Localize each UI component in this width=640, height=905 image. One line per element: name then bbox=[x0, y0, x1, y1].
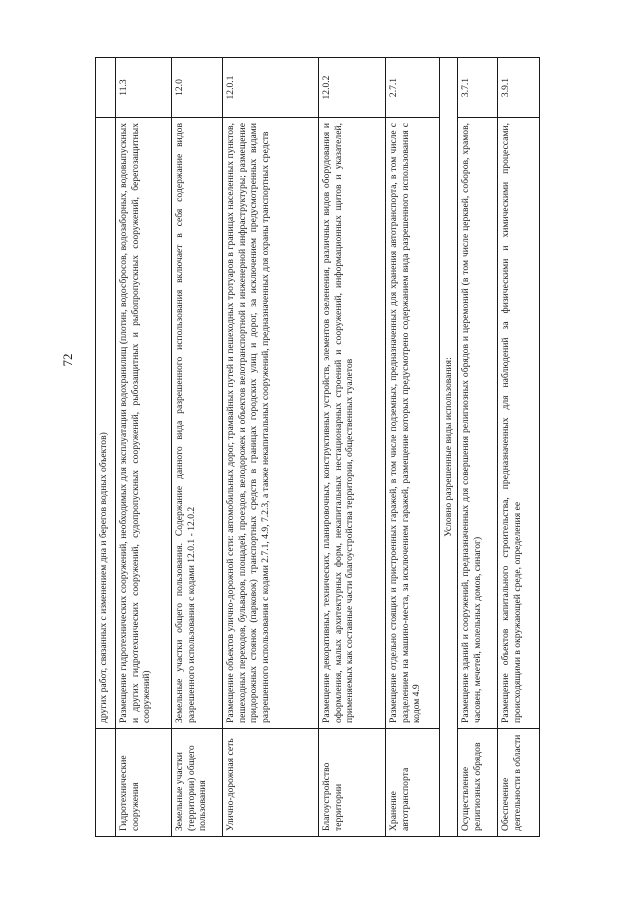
table-row bbox=[96, 58, 116, 837]
use-description-cell: Размещение объектов капитального строительства, предназначенных для наблюдений за физическими и химическими процессами, происходящими в окружающей среде, определения ее bbox=[498, 118, 540, 729]
use-name-cell: Земельные участки (территории) общего пользования bbox=[172, 729, 223, 837]
table-row bbox=[172, 58, 223, 837]
use-description-cell: Размещение декоративных, технических, планировочных, конструктивных устройств, элементов озеленения, различных видов оборудования и оформления, малых архитектурных форм, некапитальных нестационарных строений и сооружений, информационных щитов и указателей, применяемых как составные части благоустройства территории, общественных туалетов bbox=[319, 118, 386, 729]
page-number: 72 bbox=[60, 353, 75, 367]
use-description-cell: Размещение зданий и сооружений, предназначенных для совершения религиозных обрядов и церемоний (в том числе церквей, соборов, храмов, часовен, мечетей, молельных домов, синагог) bbox=[458, 118, 498, 729]
land-use-table bbox=[95, 57, 540, 837]
section-heading: Условно разрешенные виды использования: bbox=[440, 58, 458, 837]
table-row bbox=[116, 58, 172, 837]
use-description-cell: Земельные участки общего пользования. Содержание данного вида разрешенного использования включает в себя содержание видов разрешенного использования с кодами 12.0.1 - 12.0.2 bbox=[172, 118, 223, 729]
use-description-cell: Размещение гидротехнических сооружений, необходимых для эксплуатации водохранилищ (плотин, водосбросов, водозаборных, водовыпускных и других гидротехнических сооружений, судопропускных сооружений, рыбозащитных и рыбопропускных сооружений, берегозащитных сооружений) bbox=[116, 118, 172, 729]
use-code-cell: 12.0 bbox=[172, 58, 223, 118]
table-row bbox=[319, 58, 386, 837]
use-name-cell: Улично-дорожная сеть bbox=[223, 729, 319, 837]
use-code-cell: 12.0.1 bbox=[223, 58, 319, 118]
use-code-cell: 12.0.2 bbox=[319, 58, 386, 118]
rotated-page-content bbox=[95, 57, 539, 837]
use-code-cell: 2.7.1 bbox=[386, 58, 440, 118]
table-row bbox=[223, 58, 319, 837]
use-code-cell: 11.3 bbox=[116, 58, 172, 118]
table-row bbox=[498, 58, 540, 837]
use-name-cell: Обеспечение деятельности в области bbox=[498, 729, 540, 837]
section-row bbox=[440, 58, 458, 837]
use-name-cell: Гидротехнические сооружения bbox=[116, 729, 172, 837]
use-name-cell: Осуществление религиозных обрядов bbox=[458, 729, 498, 837]
use-description-cell: Размещение отдельно стоящих и пристроенных гаражей, в том числе подземных, предназначенных для хранения автотранспорта, в том числе с разделением на машино-места, за исключением гаражей, размещение которых предусмотрено содержанием вида разрешенного использования с кодом 4.9 bbox=[386, 118, 440, 729]
use-description-cell: Размещение объектов улично-дорожной сети: автомобильных дорог, трамвайных путей и пешеходных тротуаров в границах населенных пунктов, пешеходных переходов, бульваров, площадей, проездов, велодорожек и объектов велотранспортной и инженерной инфраструктуры; размещение придорожных стоянок (парковок) транспортных средств в границах городских улиц и дорог, за исключением предусмотренных видами разрешенного использования с кодами 2.7.1, 4.9, 7.2.3, а также некапитальных сооружений, предназначенных для охраны транспортных средств bbox=[223, 118, 319, 729]
use-code-cell: 3.9.1 bbox=[498, 58, 540, 118]
use-name-cell: Благоустройство территории bbox=[319, 729, 386, 837]
use-code-cell: 3.7.1 bbox=[458, 58, 498, 118]
use-description-cell: других работ, связанных с изменением дна и берегов водных объектов) bbox=[96, 118, 116, 729]
use-code-cell bbox=[96, 58, 116, 118]
table-row bbox=[458, 58, 498, 837]
use-name-cell: Хранение автотранспорта bbox=[386, 729, 440, 837]
table-row bbox=[386, 58, 440, 837]
use-name-cell bbox=[96, 729, 116, 837]
